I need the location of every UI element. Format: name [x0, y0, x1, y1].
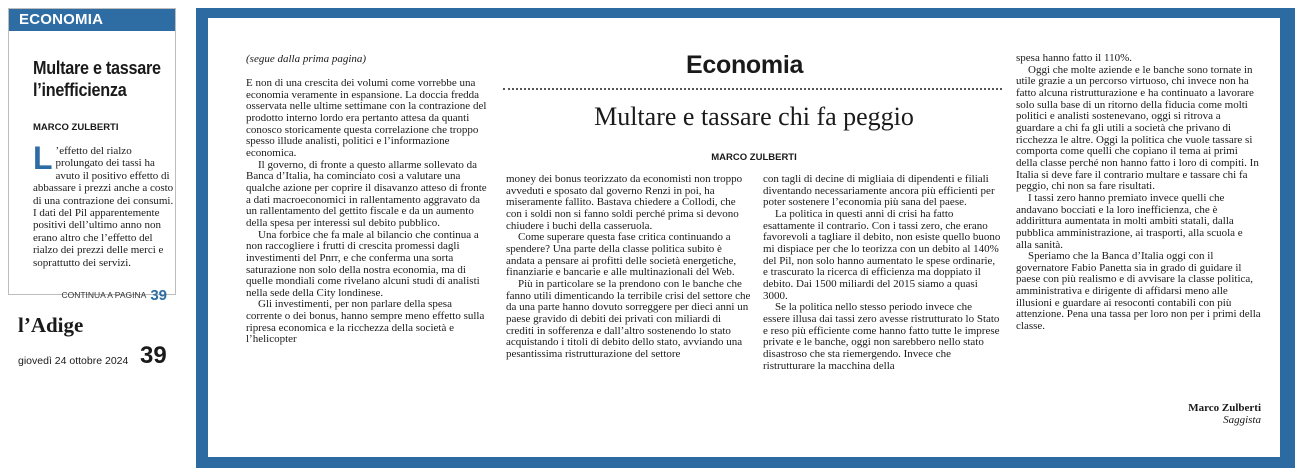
continued-note: (segue dalla prima pagina) [246, 53, 367, 65]
paragraph: I tassi zero hanno premiato invece quelli che andavano bocciati e la loro inefficienza, che è addirittura aumentata in molti ambiti statali, dalla pubblica amministrazione, ai trasporti, alla scuola e alla sanità. [1016, 191, 1243, 251]
teaser-continue-page: 39 [150, 287, 167, 304]
paragraph: money dei bonus teorizzato da economisti non troppo avveduti e sposato dal governo Renzi in poi, ha miseramente fallito. Bastava chiedere a Collodi, che con i soldi non si fanno soldi perché prima si devono chiudere i buchi della casseruola. [506, 173, 743, 232]
article-headline: Multare e tassare chi fa peggio [594, 102, 914, 131]
article-column-2 [506, 174, 751, 361]
paragraph: La politica in questi anni di crisi ha fatto esattamente il contrario. Con i tassi zero, che erano favorevoli a tagliare il debito, non esiste quello buono mi dispiace per che lo teorizza con un debito al 140% del Pil, non solo hanno aumentato le spese ordinarie, e trascurato la ricerca di efficienza ma doppiato il debito. Dai 1500 miliardi del 2015 siamo a quasi 3000. [763, 207, 1001, 302]
article-column-4 [1016, 53, 1261, 333]
teaser-author: MARCO ZULBERTI [33, 122, 119, 133]
paragraph: E non di una crescita dei volumi come vorrebbe una economia veramente in espansione. La doccia fredda osservata nelle ultime settimane con la contrazione del prodotto interno lordo era pertanto attesa da quanti conosco storicamente questa correlazione che troppo spesso illude analisti, politici e l’informazione economica. [246, 77, 487, 159]
teaser-body [33, 140, 179, 269]
article-byline: MARCO ZULBERTI [711, 152, 797, 163]
paragraph: Una forbice che fa male al bilancio che continua a non raccogliere i frutti di crescita promessi dagli investimenti del Pnrr, e che conferma una sorta saturazione non solo della nostra economia, ma di quelle mondiali come rivelano alcuni studi di analisti nella sede della City londinese. [246, 228, 480, 299]
signature-name: Marco Zulberti [1188, 402, 1261, 414]
newspaper-masthead: l’Adige [18, 313, 84, 337]
paragraph: Speriamo che la Banca d’Italia oggi con il governatore Fabio Panetta sia in grado di guidare il paese con più realismo e di avvisare la classe politica, amministrativa e dirigente di affidarsi meno alle illusioni e guardare ai resoconti contabili con più attenzione. Pena una tassa per loro non per i primi della classe. [1016, 250, 1261, 333]
dotted-rule [503, 88, 1002, 90]
article-column-3 [763, 174, 1001, 372]
article-page [208, 18, 1280, 457]
paragraph: Il governo, di fronte a questo allarme sollevato da Banca d’Italia, ha cominciato così a valutare una qualche azione per coprire il disavanzo atteso di fronte a dati macroeconomici in rallentamento aggravato da un rallentamento del gettito fiscale e da un aumento della spesa per interessi sul debito pubblico. [246, 158, 487, 229]
signature-role: Saggista [1223, 414, 1261, 426]
paragraph: Come superare questa fase critica continuando a spendere? Una parte della classe politica subito è andata a pensare ai profitti delle società energetiche, finanziarie e bancarie e alle multinazionali del Web. [506, 231, 737, 279]
paragraph: spesa hanno fatto il 110%. [1016, 52, 1132, 64]
article-column-1 [246, 78, 489, 346]
paragraph: Gli investimenti, per non parlare della spesa corrente o dei bonus, hanno sempre meno effetto sulla ripresa economica e la ricchezza della società e l’helicopter [246, 298, 485, 346]
paragraph: Se la politica nello stesso periodo invece che essere illusa dai tassi zero avesse ristrutturato lo Stato e reso più efficiente come hanno fatto tutte le imprese private e le banche, oggi non sarebbero nello stato disastroso che sta riemergendo. Invece che ristrutturare la macchina della [763, 301, 1000, 372]
teaser-box[interactable] [8, 8, 176, 304]
teaser-body-text: ’effetto del rialzo prolungato dei tassi ha avuto il positivo effetto di abbassare i prezzi anche a costo di una contrazione dei consumi. I dati del Pil apparentemente positivi dell’ultimo anno non erano altro che l’effetto del rialzo dei prezzi delle merci e soprattutto dei servizi. [33, 145, 174, 269]
teaser-continue-label: CONTINUA A PAGINA [61, 290, 147, 300]
paragraph: con tagli di decine di migliaia di dipendenti e filiali diventando necessariamente ancora più efficienti per poter sostenere l’economia più sana del paese. [763, 173, 995, 209]
teaser-title[interactable]: Multare e tassare l’inefficienza [33, 58, 161, 100]
author-signature [1016, 402, 1261, 426]
article-page-frame [196, 8, 1295, 468]
section-heading: Economia [686, 51, 804, 79]
issue-page-number: 39 [140, 342, 167, 369]
issue-date: giovedì 24 ottobre 2024 [18, 355, 129, 367]
teaser-section-tag: ECONOMIA [9, 9, 175, 31]
paragraph: Più in particolare se la prendono con le banche che fanno utili dimenticando la terribile crisi del settore che da una parte hanno dovuto sorreggere per dieci anni un paese gravido di debiti dei privati con miliardi di crediti in sofferenza e dall’altro sostenendo lo stato acquistando i titoli di debito dello stato, avviando una pesantissima ristrutturazione del settore [506, 277, 751, 360]
paragraph: Oggi che molte aziende e le banche sono tornate in utile grazie a un percorso virtuoso, chi invece non ha fatto alcuna ristrutturazione e ha continuato a lavorare solo sulla base di un ritorno della fiducia come molti politici e analisti sostenevano, oggi si ritrova a guardare a chi fa gli utili a società che privano di ricchezza le altre. Oggi la politica che vuole tassare si comporta come quelli che copiano il tema ai primi della classe perché non hanno fatto i loro di compiti. In Italia si deve fare il contrario multare e tassare chi fa peggio, chi non sa fare risultati. [1016, 63, 1259, 193]
teaser-dropcap: L [33, 140, 53, 176]
teaser-continue-link[interactable] [61, 287, 167, 304]
